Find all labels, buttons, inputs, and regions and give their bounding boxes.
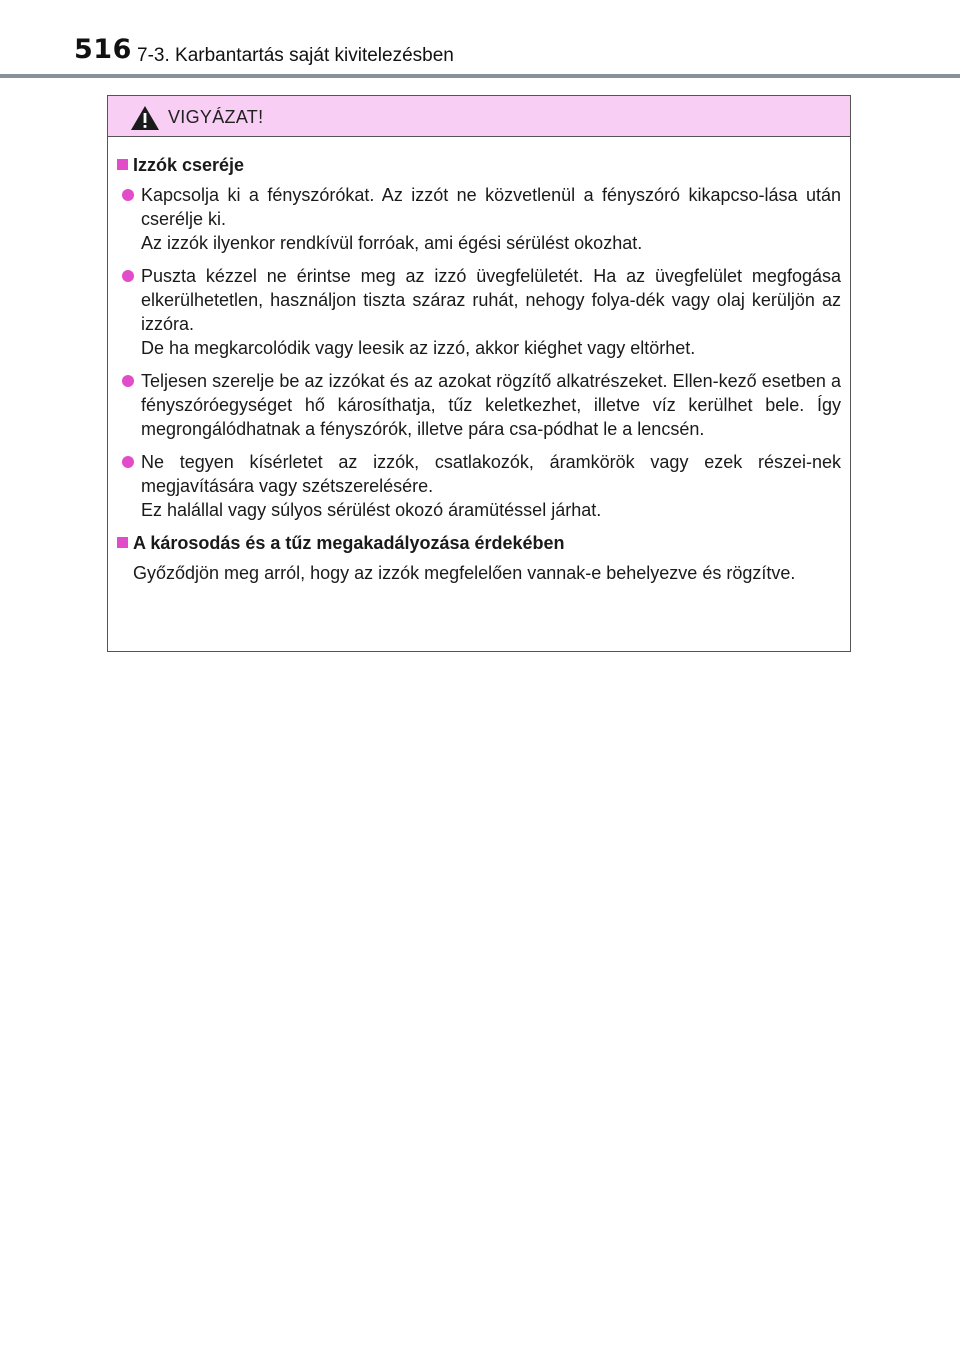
list-item bbox=[117, 450, 841, 522]
bullet-note: De ha megkarcolódik vagy leesik az izzó, akkor kiéghet vagy eltörhet. bbox=[141, 338, 696, 358]
section-paragraph bbox=[117, 561, 841, 585]
bullet-note: Ez halállal vagy súlyos sérülést okozó áramütéssel járhat. bbox=[141, 500, 602, 520]
warning-box bbox=[107, 95, 851, 652]
list-item bbox=[117, 183, 841, 255]
page-number: 516 bbox=[74, 34, 132, 65]
header-rule bbox=[0, 74, 960, 78]
bullet-text: Teljesen szerelje be az izzókat és az azokat rögzítő alkatrészeket. Ellen-kező esetben a fényszóróegységet hő károsíthatja, tűz keletkezhet, illetve víz kerülhet bele. Így megrongálódhatnak a fényszórók, illetve pára csa-pódhat le a lencsén. bbox=[141, 371, 841, 439]
round-bullet-icon bbox=[122, 456, 134, 468]
section-heading-text: Izzók cseréje bbox=[133, 155, 245, 175]
square-bullet-icon bbox=[117, 159, 128, 170]
warning-title: VIGYÁZAT! bbox=[168, 107, 264, 127]
section-heading bbox=[117, 531, 841, 555]
section-title: 7-3. Karbantartás saját kivitelezésben bbox=[137, 45, 454, 66]
round-bullet-icon bbox=[122, 270, 134, 282]
warning-triangle-icon bbox=[130, 105, 160, 131]
bullet-text: Puszta kézzel ne érintse meg az izzó üvegfelületét. Ha az üvegfelület megfogása elkerülhetetlen, használjon tiszta száraz ruhát, nehogy folya-dék vagy olaj kerüljön az izzóra. bbox=[141, 266, 841, 334]
bullet-note: Az izzók ilyenkor rendkívül forróak, ami égési sérülést okozhat. bbox=[141, 233, 643, 253]
list-item bbox=[117, 264, 841, 360]
section-heading bbox=[117, 153, 841, 177]
bullet-text: Ne tegyen kísérletet az izzók, csatlakozók, áramkörök vagy ezek részei-nek megjavítására vagy szétszerelésére. bbox=[141, 452, 841, 496]
square-bullet-icon bbox=[117, 537, 128, 548]
list-item bbox=[117, 369, 841, 441]
section-heading-text: A károsodás és a tűz megakadályozása érdekében bbox=[133, 533, 565, 553]
paragraph-text: Győződjön meg arról, hogy az izzók megfelelően vannak-e behelyezve és rögzítve. bbox=[133, 563, 796, 583]
warning-header bbox=[108, 96, 850, 137]
round-bullet-icon bbox=[122, 189, 134, 201]
bullet-text: Kapcsolja ki a fényszórókat. Az izzót ne közvetlenül a fényszóró kikapcso-lása után cserélje ki. bbox=[141, 185, 841, 229]
page-header bbox=[0, 0, 960, 80]
warning-body bbox=[108, 137, 850, 585]
round-bullet-icon bbox=[122, 375, 134, 387]
